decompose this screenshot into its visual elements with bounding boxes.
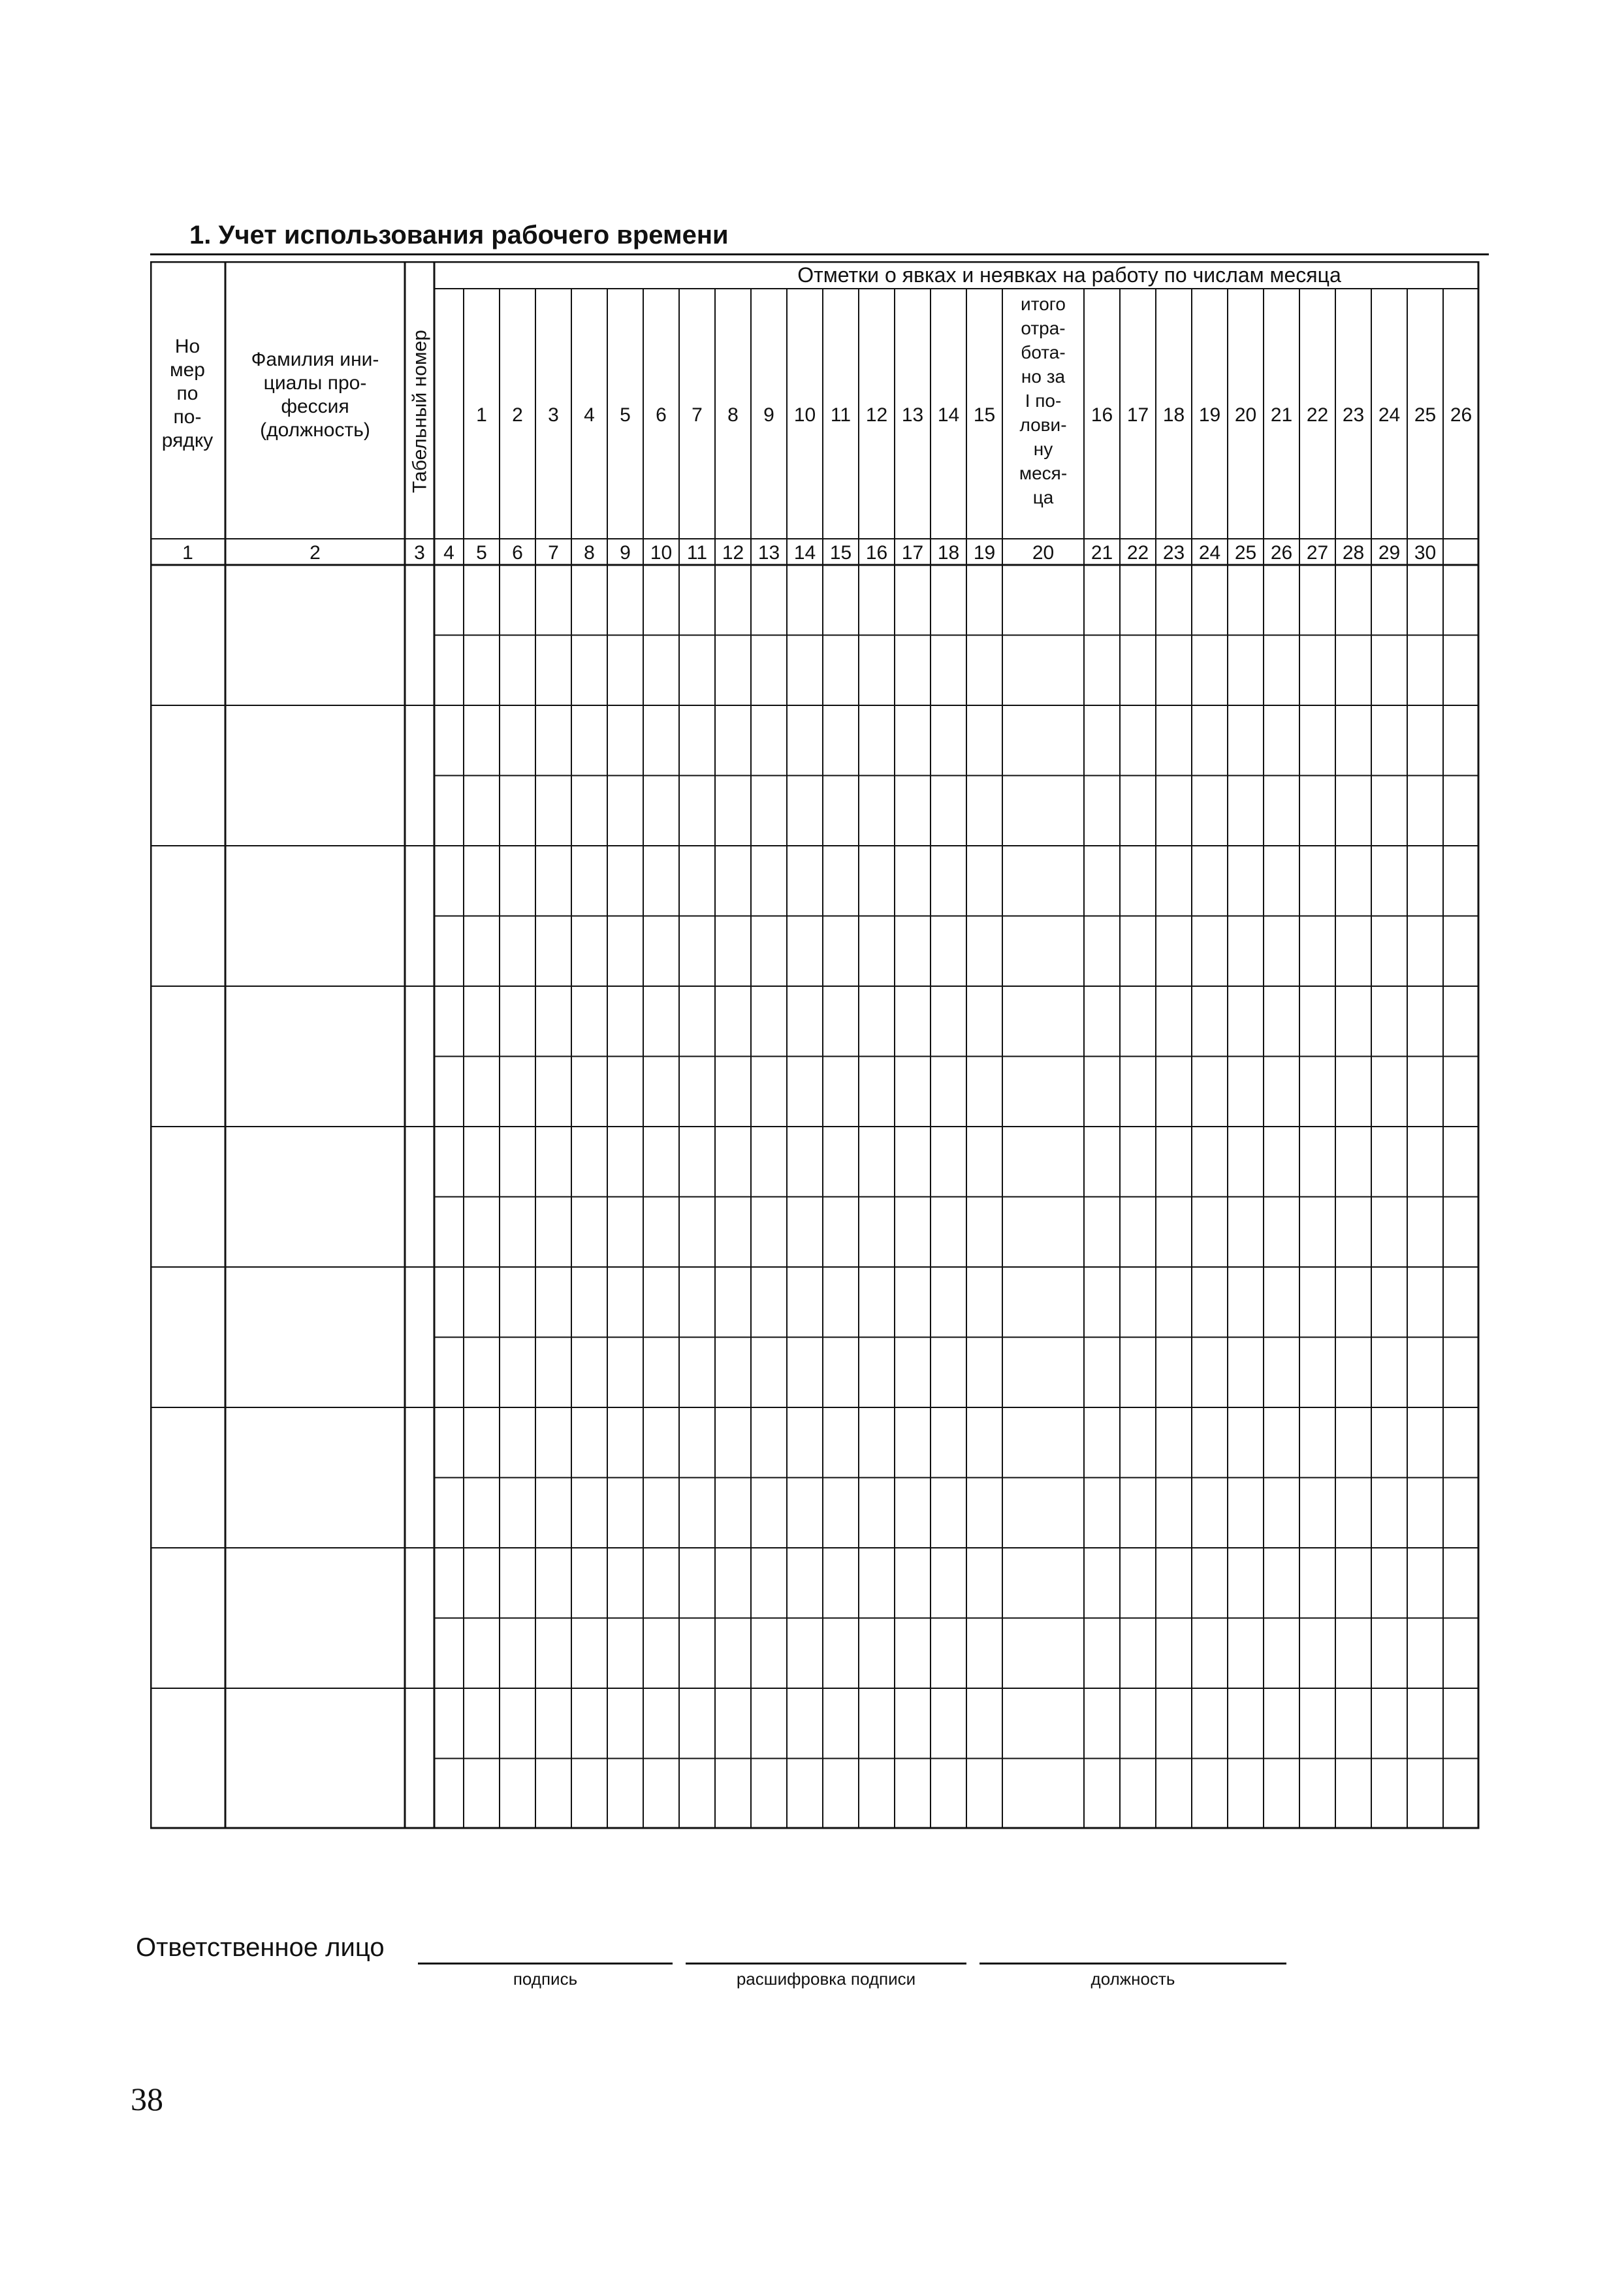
position-caption: должность: [1091, 1969, 1175, 1989]
day-label: 24: [1378, 404, 1401, 426]
day-label: 14: [937, 404, 960, 426]
name-profession-header: фессия: [281, 396, 349, 417]
day-label: 8: [727, 404, 739, 426]
signature-decoding-caption: расшифровка подписи: [736, 1969, 916, 1989]
day-label: 23: [1342, 404, 1365, 426]
column-number: 19: [973, 542, 996, 564]
column-number: 16: [865, 542, 888, 564]
day-label: 10: [793, 404, 816, 426]
tab-number-header: Табельный номер: [409, 330, 431, 493]
day-label: 18: [1162, 404, 1185, 426]
column-number: 6: [512, 542, 523, 564]
column-number: 26: [1270, 542, 1293, 564]
title-rule: [150, 253, 1489, 255]
day-label: 13: [901, 404, 924, 426]
row-number-header: по-: [173, 406, 202, 428]
column-number: 28: [1342, 542, 1365, 564]
column-number: 8: [584, 542, 595, 564]
table-frame: [151, 262, 1478, 1828]
day-label: 15: [973, 404, 996, 426]
day-label: 2: [512, 404, 523, 426]
column-number: 20: [1032, 542, 1055, 564]
day-label: 22: [1306, 404, 1329, 426]
day-label: 7: [692, 404, 703, 426]
column-number: 24: [1198, 542, 1221, 564]
page-number: 38: [131, 2081, 163, 2117]
column-number: 7: [548, 542, 559, 564]
day-label: 20: [1234, 404, 1257, 426]
column-number: 13: [757, 542, 780, 564]
column-number: 15: [829, 542, 852, 564]
day-label: 25: [1414, 404, 1437, 426]
subtotal-header: итого: [1021, 294, 1066, 314]
subtotal-header: отра-: [1021, 318, 1066, 338]
day-label: 12: [865, 404, 888, 426]
subtotal-header: I по-: [1025, 391, 1062, 411]
subtotal-header: но за: [1021, 366, 1066, 387]
column-number: 18: [937, 542, 960, 564]
subtotal-header: бота-: [1021, 342, 1066, 362]
column-number: 9: [620, 542, 631, 564]
column-number: 4: [443, 542, 454, 564]
column-number: 11: [686, 542, 708, 564]
column-number: 25: [1234, 542, 1257, 564]
row-number-header: рядку: [161, 430, 214, 451]
row-number-header: Но: [174, 336, 200, 357]
column-number: 17: [901, 542, 924, 564]
day-label: 26: [1450, 404, 1473, 426]
attendance-header: Отметки о явках и неявках на работу по числам месяца: [797, 263, 1341, 287]
timesheet-table: [150, 261, 1489, 1842]
day-label: 9: [763, 404, 774, 426]
column-number: 5: [476, 542, 487, 564]
day-label: 6: [656, 404, 667, 426]
row-number-header: по: [176, 383, 199, 404]
column-number: 2: [310, 542, 321, 564]
day-label: 5: [620, 404, 631, 426]
column-number: 1: [182, 542, 193, 564]
name-profession-header: (должность): [260, 419, 370, 441]
day-label: 17: [1126, 404, 1149, 426]
responsible-person-label: Ответственное лицо: [136, 1933, 385, 1962]
day-label: 16: [1091, 404, 1113, 426]
form-title: 1. Учет использования рабочего времени: [189, 221, 729, 249]
position-line[interactable]: [979, 1963, 1286, 1964]
column-number: 29: [1378, 542, 1401, 564]
subtotal-header: ну: [1033, 439, 1053, 459]
day-label: 4: [584, 404, 595, 426]
column-number: 12: [722, 542, 744, 564]
subtotal-header: лови-: [1019, 415, 1067, 435]
subtotal-header: ца: [1032, 487, 1054, 507]
column-number: 14: [793, 542, 816, 564]
day-label: 11: [830, 404, 852, 426]
day-label: 19: [1198, 404, 1221, 426]
row-number-header: мер: [170, 359, 205, 381]
column-number: 21: [1091, 542, 1113, 564]
column-number: 23: [1162, 542, 1185, 564]
column-number: 3: [414, 542, 425, 564]
name-profession-header: Фамилия ини-: [251, 349, 379, 370]
day-label: 3: [548, 404, 559, 426]
signature-caption: подпись: [513, 1969, 578, 1989]
day-label: 21: [1270, 404, 1293, 426]
subtotal-header: меся-: [1019, 463, 1068, 483]
column-number: 10: [650, 542, 673, 564]
column-number: 27: [1306, 542, 1329, 564]
column-number: 22: [1126, 542, 1149, 564]
column-number: 30: [1414, 542, 1437, 564]
timesheet-grid: [150, 261, 1489, 1842]
day-label: 1: [476, 404, 487, 426]
signature-line[interactable]: [418, 1963, 673, 1964]
signature-decoding-line[interactable]: [686, 1963, 966, 1964]
name-profession-header: циалы про-: [263, 372, 367, 394]
